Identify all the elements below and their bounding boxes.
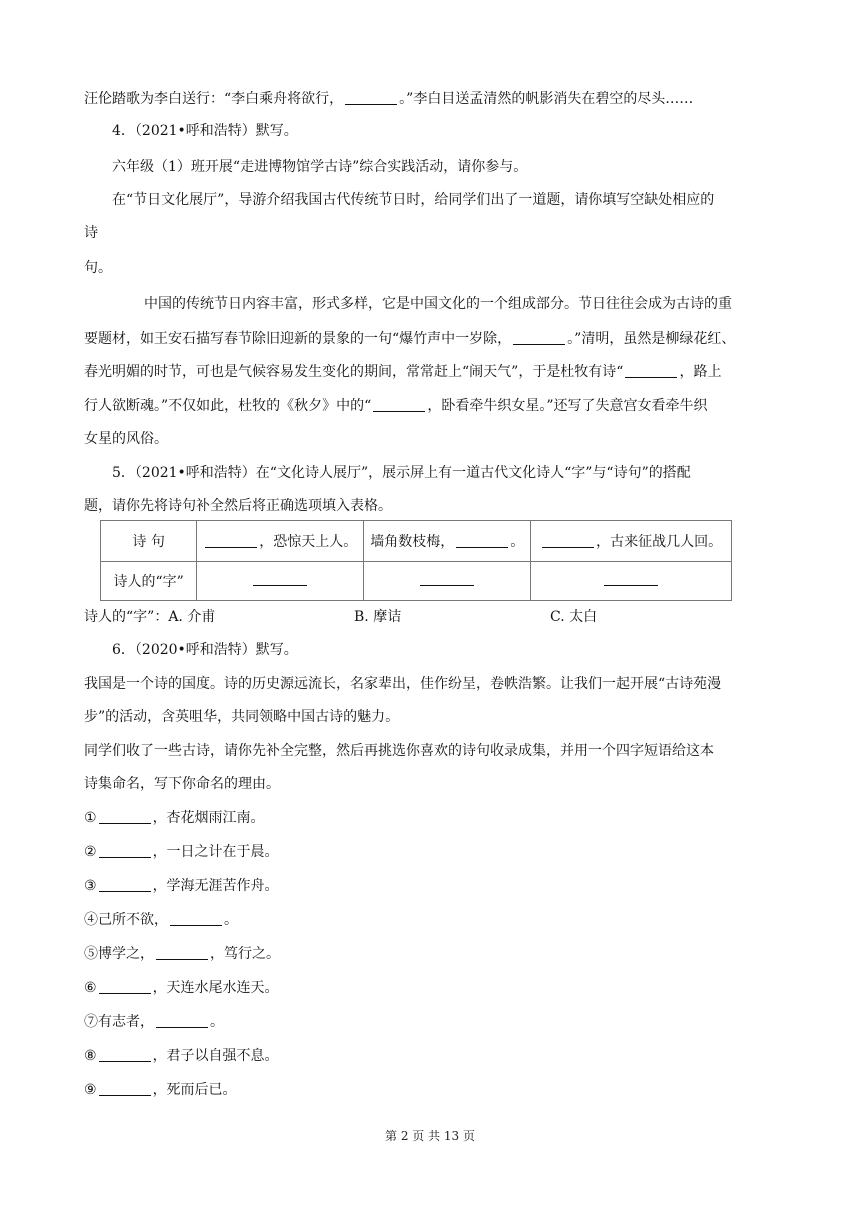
text: 。 (224, 912, 238, 928)
text-line: 诗集命名，写下你命名的理由。 (84, 776, 280, 792)
choice-a: 诗人的“字”：A. 介甫 (84, 609, 216, 625)
text: ④己所不欲， (84, 912, 168, 928)
text: ② (84, 844, 97, 860)
question-5-title: 5．（2021•呼和浩特）在“文化诗人展厅”，展示屏上有一道古代文化诗人“字”与“诗句”的搭配 (112, 465, 691, 481)
question-6-title: 6．（2020•呼和浩特）默写。 (112, 642, 298, 658)
text-line: 题，请你先将诗句补全然后将正确选项填入表格。 (84, 498, 392, 514)
blank (99, 843, 151, 858)
text: ，君子以自强不息。 (152, 1048, 279, 1064)
text-line (84, 362, 784, 382)
blank (99, 809, 151, 824)
blank (170, 911, 222, 926)
blank (373, 397, 425, 412)
text-line: 同学们收了一些古诗，请你先补全完整，然后再挑选你喜欢的诗句收录成集，并用一个四字短语给这本 (84, 743, 714, 759)
table-row (101, 562, 732, 601)
text: 。”清明，虽然是柳绿花红、 (567, 331, 736, 347)
text: 汪伦踏歌为李白送行：“李白乘舟将欲行， (84, 91, 344, 107)
list-item (84, 978, 784, 998)
blank (156, 1013, 208, 1028)
text-line (84, 329, 784, 349)
text: ③ (84, 878, 97, 894)
choice-b: B. 摩诘 (354, 609, 402, 625)
blank (542, 533, 594, 548)
list-item (84, 910, 784, 930)
blank (99, 979, 151, 994)
text: ⑤博学之， (84, 946, 154, 962)
text: ，古来征战几人回。 (596, 534, 723, 550)
text-line (84, 396, 784, 416)
blank (99, 877, 151, 892)
table-cell (531, 521, 732, 562)
text: 春光明媚的时节，可也是气候容易发生变化的期间，常常赶上“闹天气”，于是杜牧有诗“ (84, 364, 624, 380)
list-item (84, 1080, 784, 1100)
blank (156, 945, 208, 960)
answer-cell[interactable] (197, 562, 364, 601)
table-header-cell: 诗 句 (101, 521, 197, 562)
text: 。 (210, 1014, 224, 1030)
text: ，天连水尾水连天。 (152, 980, 279, 996)
text: ，学海无涯苦作舟。 (152, 878, 279, 894)
text-line: 中国的传统节日内容丰富，形式多样，它是中国文化的一个组成部分。节日往往会成为古诗的重 (144, 296, 732, 312)
blank (456, 533, 508, 548)
list-item (84, 876, 784, 896)
text-line: 女星的风俗。 (84, 431, 168, 447)
text: ⑥ (84, 980, 97, 996)
question-4-title: 4．（2021•呼和浩特）默写。 (112, 123, 298, 139)
list-item (84, 944, 784, 964)
choice-c: C. 太白 (550, 609, 598, 625)
text: 墙角数枝梅， (370, 534, 455, 550)
blank (205, 533, 257, 548)
table-cell (364, 521, 531, 562)
text: 。”李白目送孟清然的帆影消失在碧空的尽头…… (399, 91, 694, 107)
text-line: 诗 (84, 225, 98, 241)
text: ，杏花烟雨江南。 (152, 810, 265, 826)
text: 。 (510, 534, 525, 550)
answer-blank (420, 573, 474, 586)
text: ，路上 (679, 364, 722, 380)
text: ，恐惊天上人。 (259, 534, 358, 550)
matching-table (100, 520, 732, 601)
blank (345, 90, 397, 105)
blank (99, 1081, 151, 1096)
text-line: 我国是一个诗的国度。诗的历史源远流长，名家辈出，佳作纷呈，卷帙浩繁。让我们一起开展“古诗苑漫 (84, 676, 722, 692)
blank (513, 330, 565, 345)
table-header-cell: 诗人的“字” (101, 562, 197, 601)
table-cell (197, 521, 364, 562)
blank (625, 363, 677, 378)
answer-cell[interactable] (531, 562, 732, 601)
list-item (84, 1046, 784, 1066)
page-footer: 第 2 页 共 13 页 (385, 1129, 475, 1143)
text: ⑧ (84, 1048, 97, 1064)
text: ，一日之计在于晨。 (152, 844, 279, 860)
text: ⑨ (84, 1082, 97, 1098)
text: ① (84, 810, 97, 826)
list-item (84, 1012, 784, 1032)
text: ⑦有志者， (84, 1014, 154, 1030)
text-line (84, 89, 784, 109)
list-item (84, 808, 784, 828)
answer-cell[interactable] (364, 562, 531, 601)
text-line: 在“节日文化展厅”，导游介绍我国古代传统节日时，给同学们出了一道题，请你填写空缺处相应的 (112, 192, 715, 208)
answer-blank (253, 573, 307, 586)
text-line: 步”的活动，含英咀华，共同领略中国古诗的魅力。 (84, 709, 400, 725)
table-row (101, 521, 732, 562)
answer-blank (604, 573, 658, 586)
text: ，死而后已。 (152, 1082, 237, 1098)
text: ，笃行之。 (210, 946, 280, 962)
text-line: 六年级（1）班开展“走进博物馆学古诗”综合实践活动，请你参与。 (112, 159, 528, 175)
text: ，卧看牵牛织女星。”还写了失意宫女看牵牛织 (427, 398, 708, 414)
text-line: 句。 (84, 260, 112, 276)
text: 要题材，如王安石描写春节除旧迎新的景象的一句“爆竹声中一岁除， (84, 331, 512, 347)
list-item (84, 842, 784, 862)
blank (99, 1047, 151, 1062)
text: 行人欲断魂。”不仅如此，杜牧的《秋夕》中的“ (84, 398, 372, 414)
